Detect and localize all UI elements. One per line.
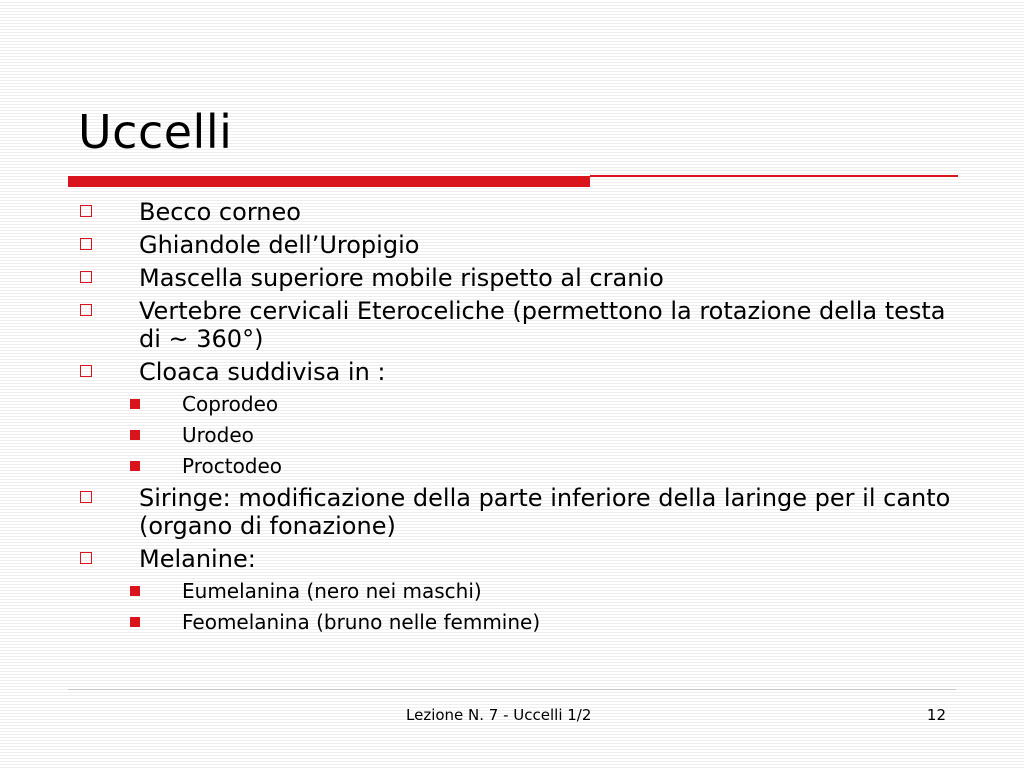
sub-bullet-item: [76, 453, 956, 479]
bullet-text: Ghiandole dell’Uropigio: [139, 231, 420, 259]
footer-divider: [68, 689, 956, 690]
bullet-text: Vertebre cervicali Eteroceliche (permettono la rotazione della testa di ~ 360°): [139, 297, 946, 353]
hollow-square-bullet-icon: [80, 365, 92, 377]
sub-bullet-text: Urodeo: [182, 423, 254, 447]
sub-bullet-text: Proctodeo: [182, 454, 283, 478]
filled-square-bullet-icon: [130, 461, 140, 471]
hollow-square-bullet-icon: [80, 271, 92, 283]
hollow-square-bullet-icon: [80, 304, 92, 316]
slide-title: Uccelli: [78, 105, 233, 159]
bullet-item: [76, 358, 956, 386]
bullet-item: [76, 198, 956, 226]
sub-bullet-text: Coprodeo: [182, 392, 279, 416]
title-underline-thin: [590, 175, 958, 177]
bullet-item: [76, 297, 956, 353]
sub-bullet-item: [76, 391, 956, 417]
bullet-item: [76, 484, 956, 540]
sub-bullet-text: Eumelanina (nero nei maschi): [182, 579, 482, 603]
hollow-square-bullet-icon: [80, 552, 92, 564]
filled-square-bullet-icon: [130, 617, 140, 627]
footer-text: Lezione N. 7 - Uccelli 1/2: [406, 706, 592, 724]
bullet-list: [76, 198, 956, 635]
hollow-square-bullet-icon: [80, 205, 92, 217]
filled-square-bullet-icon: [130, 586, 140, 596]
bullet-text: Becco corneo: [139, 198, 301, 226]
sub-bullet-item: [76, 422, 956, 448]
sub-bullet-item: [76, 609, 956, 635]
hollow-square-bullet-icon: [80, 238, 92, 250]
sub-bullet-item: [76, 578, 956, 604]
hollow-square-bullet-icon: [80, 491, 92, 503]
bullet-item: [76, 264, 956, 292]
sub-bullet-text: Feomelanina (bruno nelle femmine): [182, 610, 541, 634]
title-underline-thick: [68, 176, 590, 187]
bullet-text: Siringe: modificazione della parte inferiore della laringe per il canto (organo di fonazione): [139, 484, 951, 540]
page-number: 12: [926, 706, 946, 724]
bullet-item: [76, 545, 956, 573]
bullet-text: Cloaca suddivisa in :: [139, 358, 386, 386]
filled-square-bullet-icon: [130, 430, 140, 440]
filled-square-bullet-icon: [130, 399, 140, 409]
bullet-item: [76, 231, 956, 259]
bullet-text: Mascella superiore mobile rispetto al cranio: [139, 264, 664, 292]
bullet-text: Melanine:: [139, 545, 256, 573]
